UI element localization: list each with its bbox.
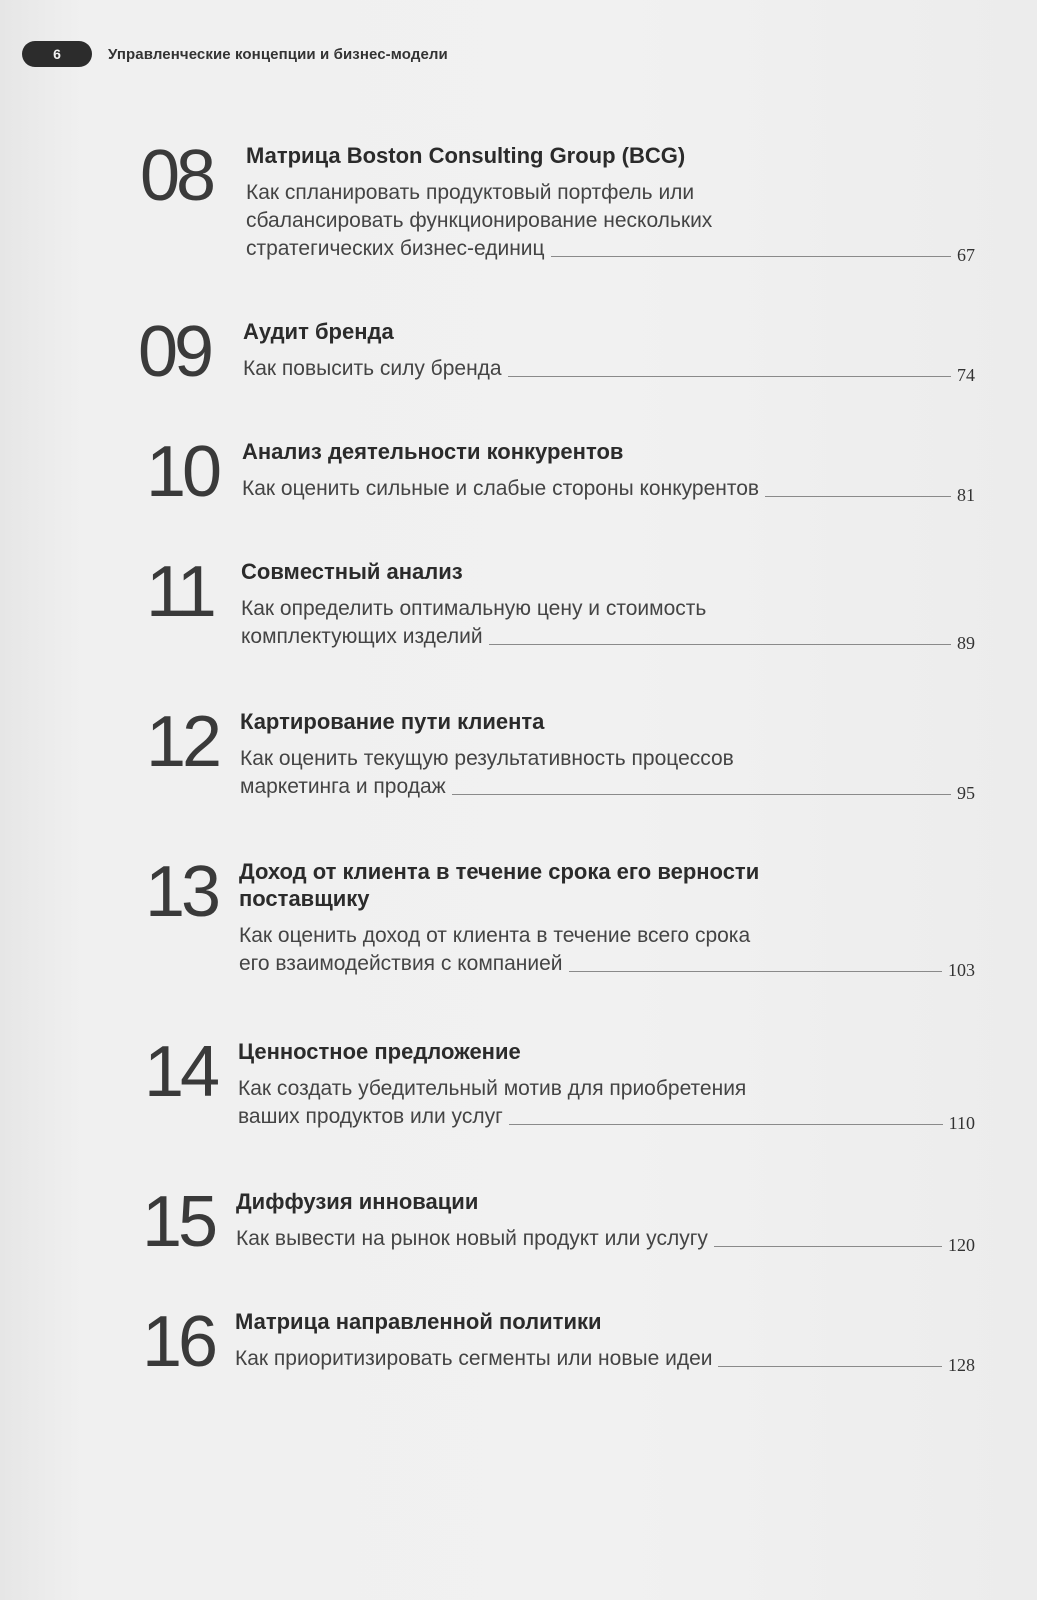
dot-leader: [452, 794, 951, 795]
chapter-title: Доход от клиента в течение срока его верности поставщику: [239, 859, 760, 911]
chapter-page-number: 120: [948, 1235, 975, 1255]
chapter-page-number: 89: [957, 633, 975, 653]
chapter-description-line: его взаимодействия с компанией: [239, 952, 563, 975]
chapter-title: Диффузия инновации: [236, 1189, 479, 1214]
chapter-description-line: Как повысить силу бренда: [243, 357, 502, 380]
chapter-number: 13: [145, 852, 218, 932]
chapter-description-line: маркетинга и продаж: [240, 775, 446, 798]
chapter-page-number: 74: [957, 365, 975, 385]
chapter-description-line: сбалансировать функционирование нескольких: [246, 209, 713, 232]
dot-leader: [489, 644, 951, 645]
running-title: Управленческие концепции и бизнес-модели: [108, 45, 448, 63]
chapter-title: Ценностное предложение: [238, 1039, 521, 1064]
chapter-number: 09: [138, 312, 211, 392]
dot-leader: [718, 1366, 942, 1367]
chapter-number: 11: [146, 552, 213, 632]
chapter-title: Картирование пути клиента: [240, 709, 545, 734]
chapter-number: 12: [146, 702, 219, 782]
chapter-number: 14: [144, 1032, 217, 1112]
chapter-description-line: Как вывести на рынок новый продукт или услугу: [236, 1227, 708, 1250]
chapter-page-number: 95: [957, 783, 975, 803]
dot-leader: [714, 1246, 942, 1247]
chapter-title: Матрица направленной политики: [235, 1309, 602, 1334]
dot-leader: [509, 1124, 943, 1125]
chapter-title: Аудит бренда: [243, 319, 394, 344]
chapter-number: 16: [142, 1302, 215, 1382]
chapter-page-number: 128: [948, 1355, 975, 1375]
chapter-description-line: Как оценить доход от клиента в течение всего срока: [239, 924, 751, 947]
chapter-title: Совместный анализ: [241, 559, 463, 584]
dot-leader: [551, 256, 951, 257]
dot-leader: [569, 971, 942, 972]
chapter-page-number: 110: [948, 1113, 975, 1133]
chapter-description-line: Как оценить сильные и слабые стороны конкурентов: [242, 477, 760, 500]
chapter-number: 15: [142, 1182, 215, 1262]
chapter-number: 10: [146, 432, 219, 512]
chapter-description-line: Как определить оптимальную цену и стоимость: [241, 597, 707, 620]
chapter-page-number: 103: [948, 960, 975, 980]
dot-leader: [508, 376, 951, 377]
chapter-page-number: 67: [957, 245, 975, 265]
chapter-description-line: комплектующих изделий: [241, 625, 483, 648]
chapter-description-line: ваших продуктов или услуг: [238, 1105, 503, 1128]
chapter-description-line: Как приоритизировать сегменты или новые идеи: [235, 1347, 713, 1370]
chapter-description-line: Как оценить текущую результативность процессов: [240, 747, 734, 770]
chapter-description-line: стратегических бизнес-единиц: [246, 237, 545, 260]
chapter-number: 08: [140, 136, 213, 216]
chapter-title: Анализ деятельности конкурентов: [242, 439, 624, 464]
page-number-badge: 6: [22, 41, 92, 67]
chapter-title: Матрица Boston Consulting Group (BCG): [246, 143, 686, 168]
dot-leader: [765, 496, 951, 497]
chapter-description-line: Как спланировать продуктовый портфель или: [246, 181, 695, 204]
chapter-page-number: 81: [957, 485, 975, 505]
page-header: [22, 40, 448, 68]
chapter-description-line: Как создать убедительный мотив для приобретения: [238, 1077, 747, 1100]
